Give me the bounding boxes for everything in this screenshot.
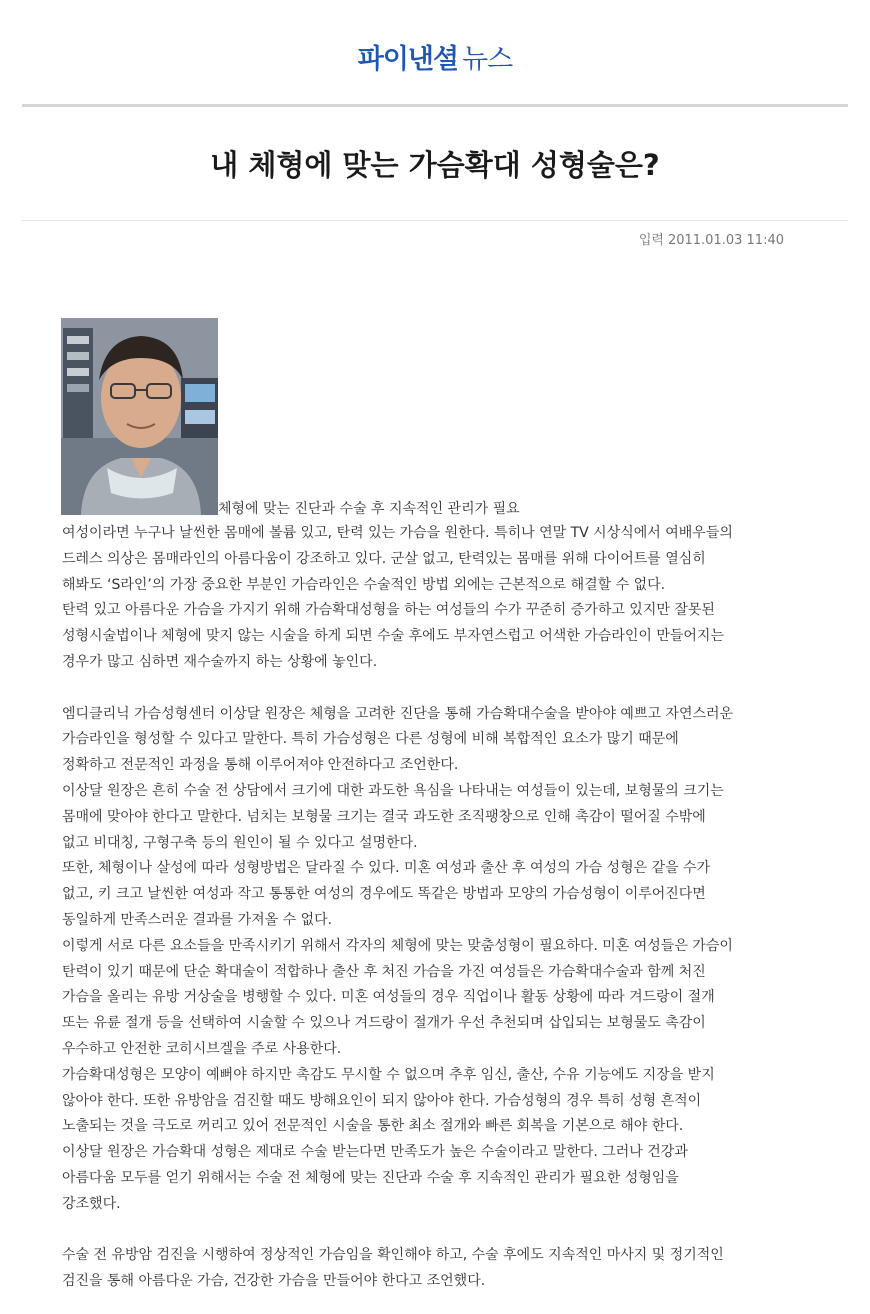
text-line: 이상달 원장은 가슴확대 성형은 제대로 수술 받는다면 만족도가 높은 수술이라고 말한다. 그러나 건강과 bbox=[62, 1144, 688, 1161]
text-line: 강조했다. bbox=[62, 1195, 121, 1212]
paragraph bbox=[62, 1243, 822, 1295]
text-line: 정확하고 전문적인 과정을 통해 이루어져야 안전하다고 조언한다. bbox=[62, 757, 459, 774]
text-line: 가슴확대성형은 모양이 예뻐야 하지만 촉감도 무시할 수 없으며 추후 임신, 출산, 수유 기능에도 지장을 받지 bbox=[62, 1066, 715, 1083]
text-line: 검진을 통해 아름다운 가슴, 건강한 가슴을 만들어야 한다고 조언했다. bbox=[62, 1273, 486, 1290]
text-line: 이상달 원장은 흔히 수술 전 상담에서 크기에 대한 과도한 욕심을 나타내는 여성들이 있는데, 보형물의 크기는 bbox=[62, 782, 724, 799]
title-divider bbox=[22, 220, 848, 221]
input-label: 입력 bbox=[638, 233, 664, 248]
text-line: 몸매에 맞아야 한다고 말한다. 넘치는 보형물 크기는 결국 과도한 조직팽창으로 인해 촉감이 떨어질 수밖에 bbox=[62, 808, 706, 825]
text-line: 또한, 체형이나 살성에 따라 성형방법은 달라질 수 있다. 미혼 여성과 출산 후 여성의 가슴 성형은 같을 수가 bbox=[62, 860, 711, 877]
paragraph-gap bbox=[62, 676, 822, 702]
site-logo[interactable] bbox=[358, 40, 513, 80]
text-line: 없고, 키 크고 날씬한 여성과 작고 통통한 여성의 경우에도 똑같은 방법과 모양의 가슴성형이 이루어진다면 bbox=[62, 886, 706, 903]
text-line: 해봐도 ‘S라인’의 가장 중요한 부분인 가슴라인은 수술적인 방법 외에는 근본적으로 해결할 수 없다. bbox=[62, 576, 666, 593]
photo-caption: 체형에 맞는 진단과 수술 후 지속적인 관리가 필요 bbox=[218, 501, 520, 517]
text-line: 이렇게 서로 다른 요소들을 만족시키기 위해서 각자의 체형에 맞는 맞춤성형이 필요하다. 미혼 여성들은 가슴이 bbox=[62, 937, 733, 954]
article-body bbox=[62, 521, 822, 1295]
logo-main-text: 파이낸셜 bbox=[357, 44, 459, 75]
doctor-portrait-image bbox=[61, 318, 218, 515]
text-line: 탄력 있고 아름다운 가슴을 가지기 위해 가슴확대성형을 하는 여성들의 수가 꾸준히 증가하고 있지만 잘못된 bbox=[62, 602, 715, 619]
text-line: 동일하게 만족스러운 결과를 가져올 수 없다. bbox=[62, 911, 333, 928]
input-datetime: 2011.01.03 11:40 bbox=[667, 233, 784, 248]
text-line: 여성이라면 누구나 날씬한 몸매에 볼륨 있고, 탄력 있는 가슴을 원한다. 특히나 연말 TV 시상식에서 여배우들의 bbox=[62, 525, 733, 541]
text-line: 노출되는 것을 극도로 꺼리고 있어 전문적인 시술을 통한 최소 절개와 빠른 회복을 기본으로 해야 한다. bbox=[62, 1118, 684, 1135]
header-divider bbox=[22, 104, 848, 107]
article-title: 내 체형에 맞는 가슴확대 성형술은? bbox=[210, 148, 660, 182]
masthead bbox=[0, 40, 870, 80]
text-line: 가슴을 올리는 유방 거상술을 병행할 수 있다. 미혼 여성들의 경우 직업이나 활동 상황에 따라 겨드랑이 절개 bbox=[62, 989, 715, 1006]
text-line: 아름다움 모두를 얻기 위해서는 수술 전 체형에 맞는 진단과 수술 후 지속적인 관리가 필요한 성형임을 bbox=[62, 1169, 679, 1186]
text-line: 경우가 많고 심하면 재수술까지 하는 상황에 놓인다. bbox=[62, 653, 378, 670]
paragraph bbox=[62, 702, 822, 1218]
text-line: 탄력이 있기 때문에 단순 확대술이 적합하나 출산 후 처진 가슴을 가진 여성들은 가슴확대수술과 함께 처진 bbox=[62, 963, 706, 980]
text-line: 수술 전 유방암 검진을 시행하여 정상적인 가슴임을 확인해야 하고, 수술 후에도 지속적인 마사지 및 정기적인 bbox=[62, 1247, 724, 1264]
text-line: 없고 비대칭, 구형구축 등의 원인이 될 수 있다고 설명한다. bbox=[62, 834, 418, 851]
text-line: 않아야 한다. 또한 유방암을 검진할 때도 방해요인이 되지 않아야 한다. 가슴성형의 경우 특히 성형 흔적이 bbox=[62, 1092, 702, 1109]
text-line: 성형시술법이나 체형에 맞지 않는 시술을 하게 되면 수술 후에도 부자연스럽고 어색한 가슴라인이 만들어지는 bbox=[62, 628, 724, 645]
paragraph-gap bbox=[62, 1218, 822, 1244]
article-photo bbox=[61, 318, 218, 515]
text-line: 또는 유륜 절개 등을 선택하여 시술할 수 있으나 겨드랑이 절개가 우선 추천되며 삽입되는 보형물도 촉감이 bbox=[62, 1015, 706, 1032]
text-line: 엠디클리닉 가슴성형센터 이상달 원장은 체형을 고려한 진단을 통해 가슴확대수술을 받아야 예쁘고 자연스러운 bbox=[62, 705, 734, 722]
text-line: 우수하고 안전한 코히시브겔을 주로 사용한다. bbox=[62, 1040, 342, 1057]
paragraph bbox=[62, 521, 822, 676]
text-line: 가슴라인을 형성할 수 있다고 말한다. 특히 가슴성형은 다른 성형에 비해 복합적인 요소가 많기 때문에 bbox=[62, 731, 679, 748]
article-byline bbox=[639, 230, 784, 252]
logo-sub-text: 뉴스 bbox=[462, 44, 513, 75]
text-line: 드레스 의상은 몸매라인의 아름다움이 강조하고 있다. 군살 없고, 탄력있는 몸매를 위해 다이어트를 열심히 bbox=[62, 550, 706, 567]
